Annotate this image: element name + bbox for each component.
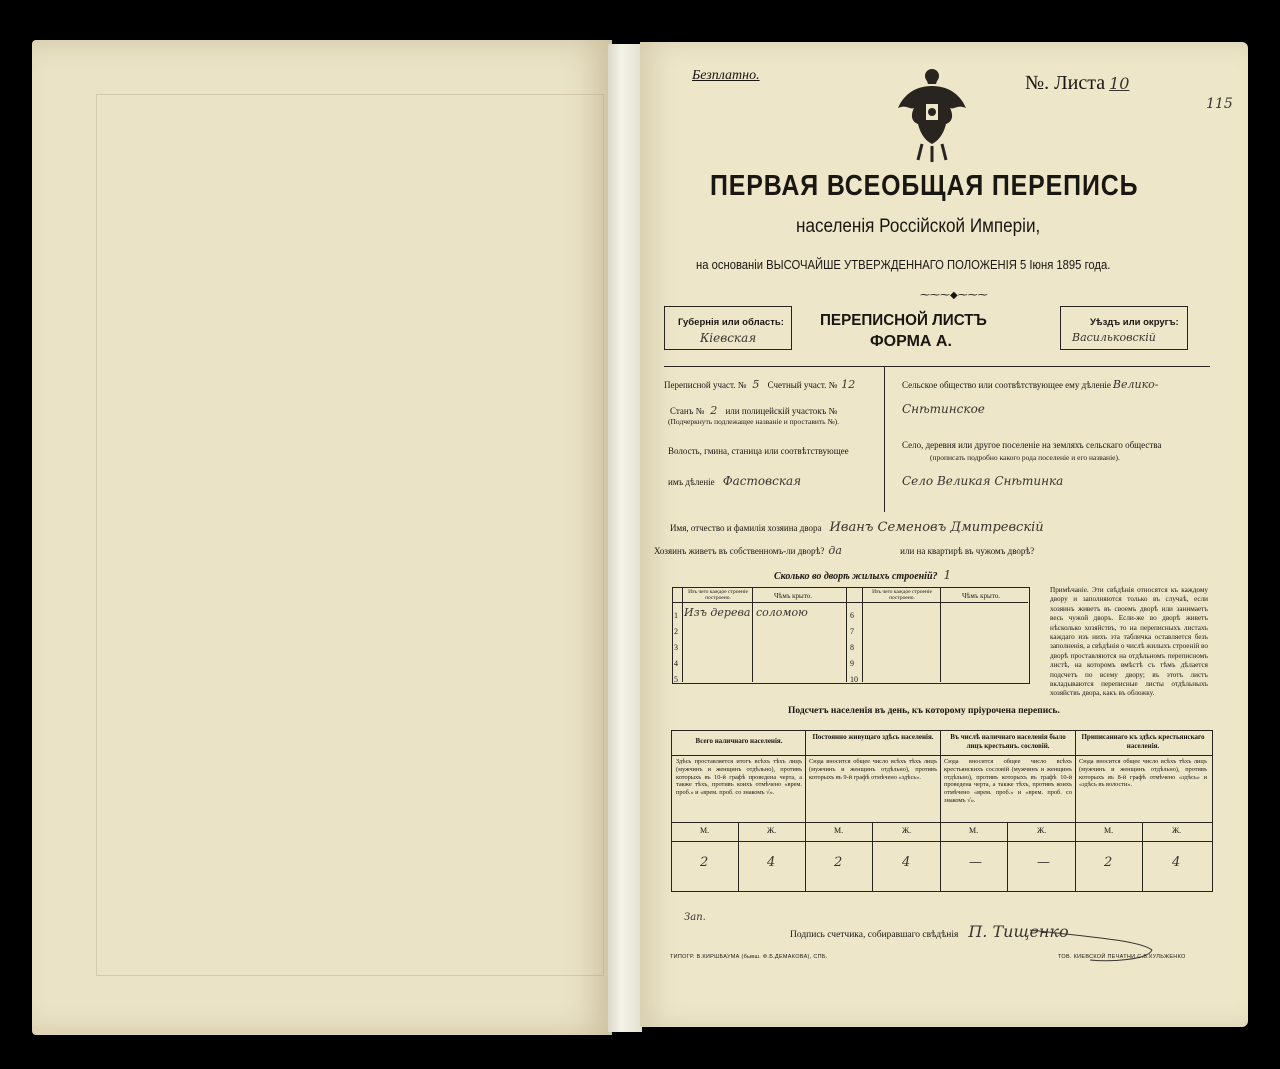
population-table — [671, 730, 1213, 892]
buildings-line: Сколько во дворѣ жилыхъ строеній? 1 — [774, 568, 952, 582]
underline-note: (Подчеркнуть подлежащее названіе и проставить №). — [668, 417, 839, 426]
pop-col-2-title: Постоянно живущаго здѣсь населенія. — [812, 733, 934, 741]
volost-label: Волость, гмина, станица или соотвѣтствующее — [668, 446, 849, 456]
info-block-divider — [884, 366, 885, 512]
sheet-number-label: №. Листа 10 — [1025, 72, 1130, 94]
uezd-label: Уѣздъ или округъ: — [1090, 317, 1179, 328]
sheet-number-value: 10 — [1109, 74, 1130, 93]
subtitle: населенія Россійской Имперіи, — [796, 216, 1041, 237]
village-value: Село Великая Снѣтинка — [902, 474, 1064, 488]
book-spine — [608, 44, 642, 1032]
row1-roof: соломою — [756, 606, 808, 619]
guberniya-label: Губернія или область: — [678, 317, 784, 328]
form-label: ФОРМА А. — [870, 333, 952, 350]
row1-material: Изъ дерева — [684, 606, 751, 619]
margin-note: Зап. — [684, 912, 706, 923]
pop-m-label-3: М. — [969, 826, 979, 835]
pop-1-m: 2 — [700, 855, 709, 870]
pop-2-m: 2 — [834, 855, 843, 870]
rows-left-numbers: 1 2 3 4 5 — [674, 611, 678, 684]
signature-flourish-icon — [1020, 926, 1160, 966]
rows-right-numbers: 6 7 8 9 10 — [850, 611, 858, 684]
pop-2-f: 4 — [902, 855, 911, 870]
signature-line: Подпись счетчика, собиравшаго свѣдѣнія П. Тищенко — [790, 922, 1069, 941]
census-section: Переписной участ. № 5 Счетный участ. № 12 — [664, 378, 856, 391]
sheet-title: ПЕРЕПИСНОЙ ЛИСТЪ — [820, 312, 987, 329]
signature-value: П. Тищенко — [968, 922, 1069, 941]
pop-col-1-desc: Здѣсь проставляется итогъ всѣхъ тѣхъ лицъ (мужчинъ и женщинъ отдѣльно), противъ которыхъ въ 10-й графѣ проведена черта, а также тѣхъ, противъ коихъ отмѣчено «врем. проб.» и «врем. проб. со знакомъ √». — [676, 758, 802, 797]
pop-4-f: 4 — [1172, 855, 1181, 870]
pop-f-label-4: Ж. — [1172, 826, 1182, 835]
owner-name-line: Имя, отчество и фамилія хозяина двора Иванъ Семеновъ Дмитревскій — [670, 520, 1044, 535]
col-material-left: Изъ чего каждое строеніе построено. — [688, 589, 748, 601]
pop-1-f: 4 — [767, 855, 776, 870]
pop-col-3-title: Въ числѣ наличнаго населенія было лицъ крестьянъ. сословій. — [950, 733, 1066, 750]
owner-lives-line: Хозяинъ живетъ въ собственномъ-ли дворѣ? да или на квартирѣ въ чужомъ дворѣ? — [654, 544, 1035, 557]
basis-line: на основаніи ВЫСОЧАЙШЕ УТВЕРЖДЕННАГО ПОЛОЖЕНІЯ 5 Іюня 1895 года. — [696, 258, 1111, 272]
stan-line: Станъ № 2 или полицейскій участокъ № — [670, 404, 838, 417]
pop-3-f: — — [1037, 855, 1050, 870]
imperial-eagle-icon — [896, 64, 968, 164]
main-title: ПЕРВАЯ ВСЕОБЩАЯ ПЕРЕПИСЬ — [710, 170, 1139, 202]
col-material-right: Изъ чего каждое строеніе построено. — [872, 589, 932, 601]
page-corner-number: 115 — [1206, 96, 1233, 112]
pop-col-4-title: Приписаннаго къ здѣсь крестьянскаго населенія. — [1081, 733, 1205, 750]
village-label: Село, деревня или другое поселеніе на земляхъ сельскаго общества — [902, 440, 1162, 450]
pop-f-label-3: Ж. — [1037, 826, 1047, 835]
uezd-value: Васильковскій — [1072, 331, 1156, 344]
pop-col-3-desc: Сюда вносится общее число всѣхъ крестьянскихъ сословій (мужчинъ и женщинъ отдѣльно), противъ которыхъ въ графѣ 10-й проведена черта, а также тѣхъ, противъ коихъ отмѣчено «врем. проб.» и «врем. проб. со знакомъ √». — [944, 758, 1072, 804]
free-label: Безплатно. — [692, 68, 760, 83]
pop-col-2-desc: Сюда вносится общее число всѣхъ тѣхъ лицъ (мужчинъ и женщинъ отдѣльно), противъ которыхъ въ 9-й графѣ отмѣчено «здѣсь». — [809, 758, 937, 781]
pop-col-4-desc: Сюда вносится общее число всѣхъ тѣхъ лицъ (мужчинъ и женщинъ отдѣльно), противъ которыхъ въ 8-й графѣ отмѣчено «здѣсь» и «здѣсь въ волости». — [1079, 758, 1207, 789]
printer-right: ТОВ. КИЕВСКОЙ ПЕЧАТНИ С.В.КУЛЬЖЕНКО — [1058, 954, 1186, 960]
pop-4-m: 2 — [1104, 855, 1113, 870]
pop-m-label-2: М. — [834, 826, 844, 835]
pop-col-1-title: Всего наличнаго населенія. — [695, 737, 783, 745]
pop-m-label-1: М. — [700, 826, 710, 835]
col-roof-right: Чѣмъ крыто. — [962, 592, 1000, 600]
pop-f-label-2: Ж. — [902, 826, 912, 835]
volost-line: имъ дѣленіе Фастовская — [668, 474, 802, 488]
population-heading: Подсчетъ населенія въ день, къ которому пріурочена перепись. — [788, 706, 1060, 716]
pop-f-label-1: Ж. — [767, 826, 777, 835]
pop-3-m: — — [969, 855, 982, 870]
census-form-page — [640, 42, 1248, 1027]
village-note: (прописать подробно какого рода поселеніе и его названіе). — [930, 453, 1120, 462]
ornament-divider: ⁓⁓⁓◆⁓⁓⁓ — [920, 290, 988, 301]
printer-left: ТИПОГР. В.КИРШБАУМА (бывш. Ф.Б.ДЕМАКОВА), СПБ. — [670, 954, 828, 960]
col-roof-left: Чѣмъ крыто. — [774, 592, 812, 600]
left-page-ruled-frame — [96, 94, 604, 976]
note-text: Примѣчаніе. Эти свѣдѣнія относятся къ каждому двору и заполняются только въ случаѣ, если хозяинъ живетъ въ своемъ дворѣ или занимаетъ весь чужой дворъ. Если-же во дворѣ живетъ нѣсколько хозяйствъ, то на переписныхъ листахъ каждаго изъ нихъ эта табличка оставляется безъ заполненія, а свѣдѣнія о числѣ жилыхъ строеній во дворѣ проставляются на отдѣльномъ переписномъ листѣ, на которомъ вмѣстѣ съ тѣмъ дѣлается подсчетъ по всему двору; въ этотъ листъ вкладываются переписные листы отдѣльныхъ хозяйствъ двора, какъ въ обложку. — [1050, 586, 1208, 698]
society-value-2: Снѣтинское — [902, 402, 985, 416]
society-line: Сельское общество или соотвѣтствующее ему дѣленіе Велико- — [902, 378, 1159, 391]
guberniya-value: Кіевская — [700, 331, 757, 345]
left-page — [32, 40, 612, 1035]
pop-m-label-4: М. — [1104, 826, 1114, 835]
